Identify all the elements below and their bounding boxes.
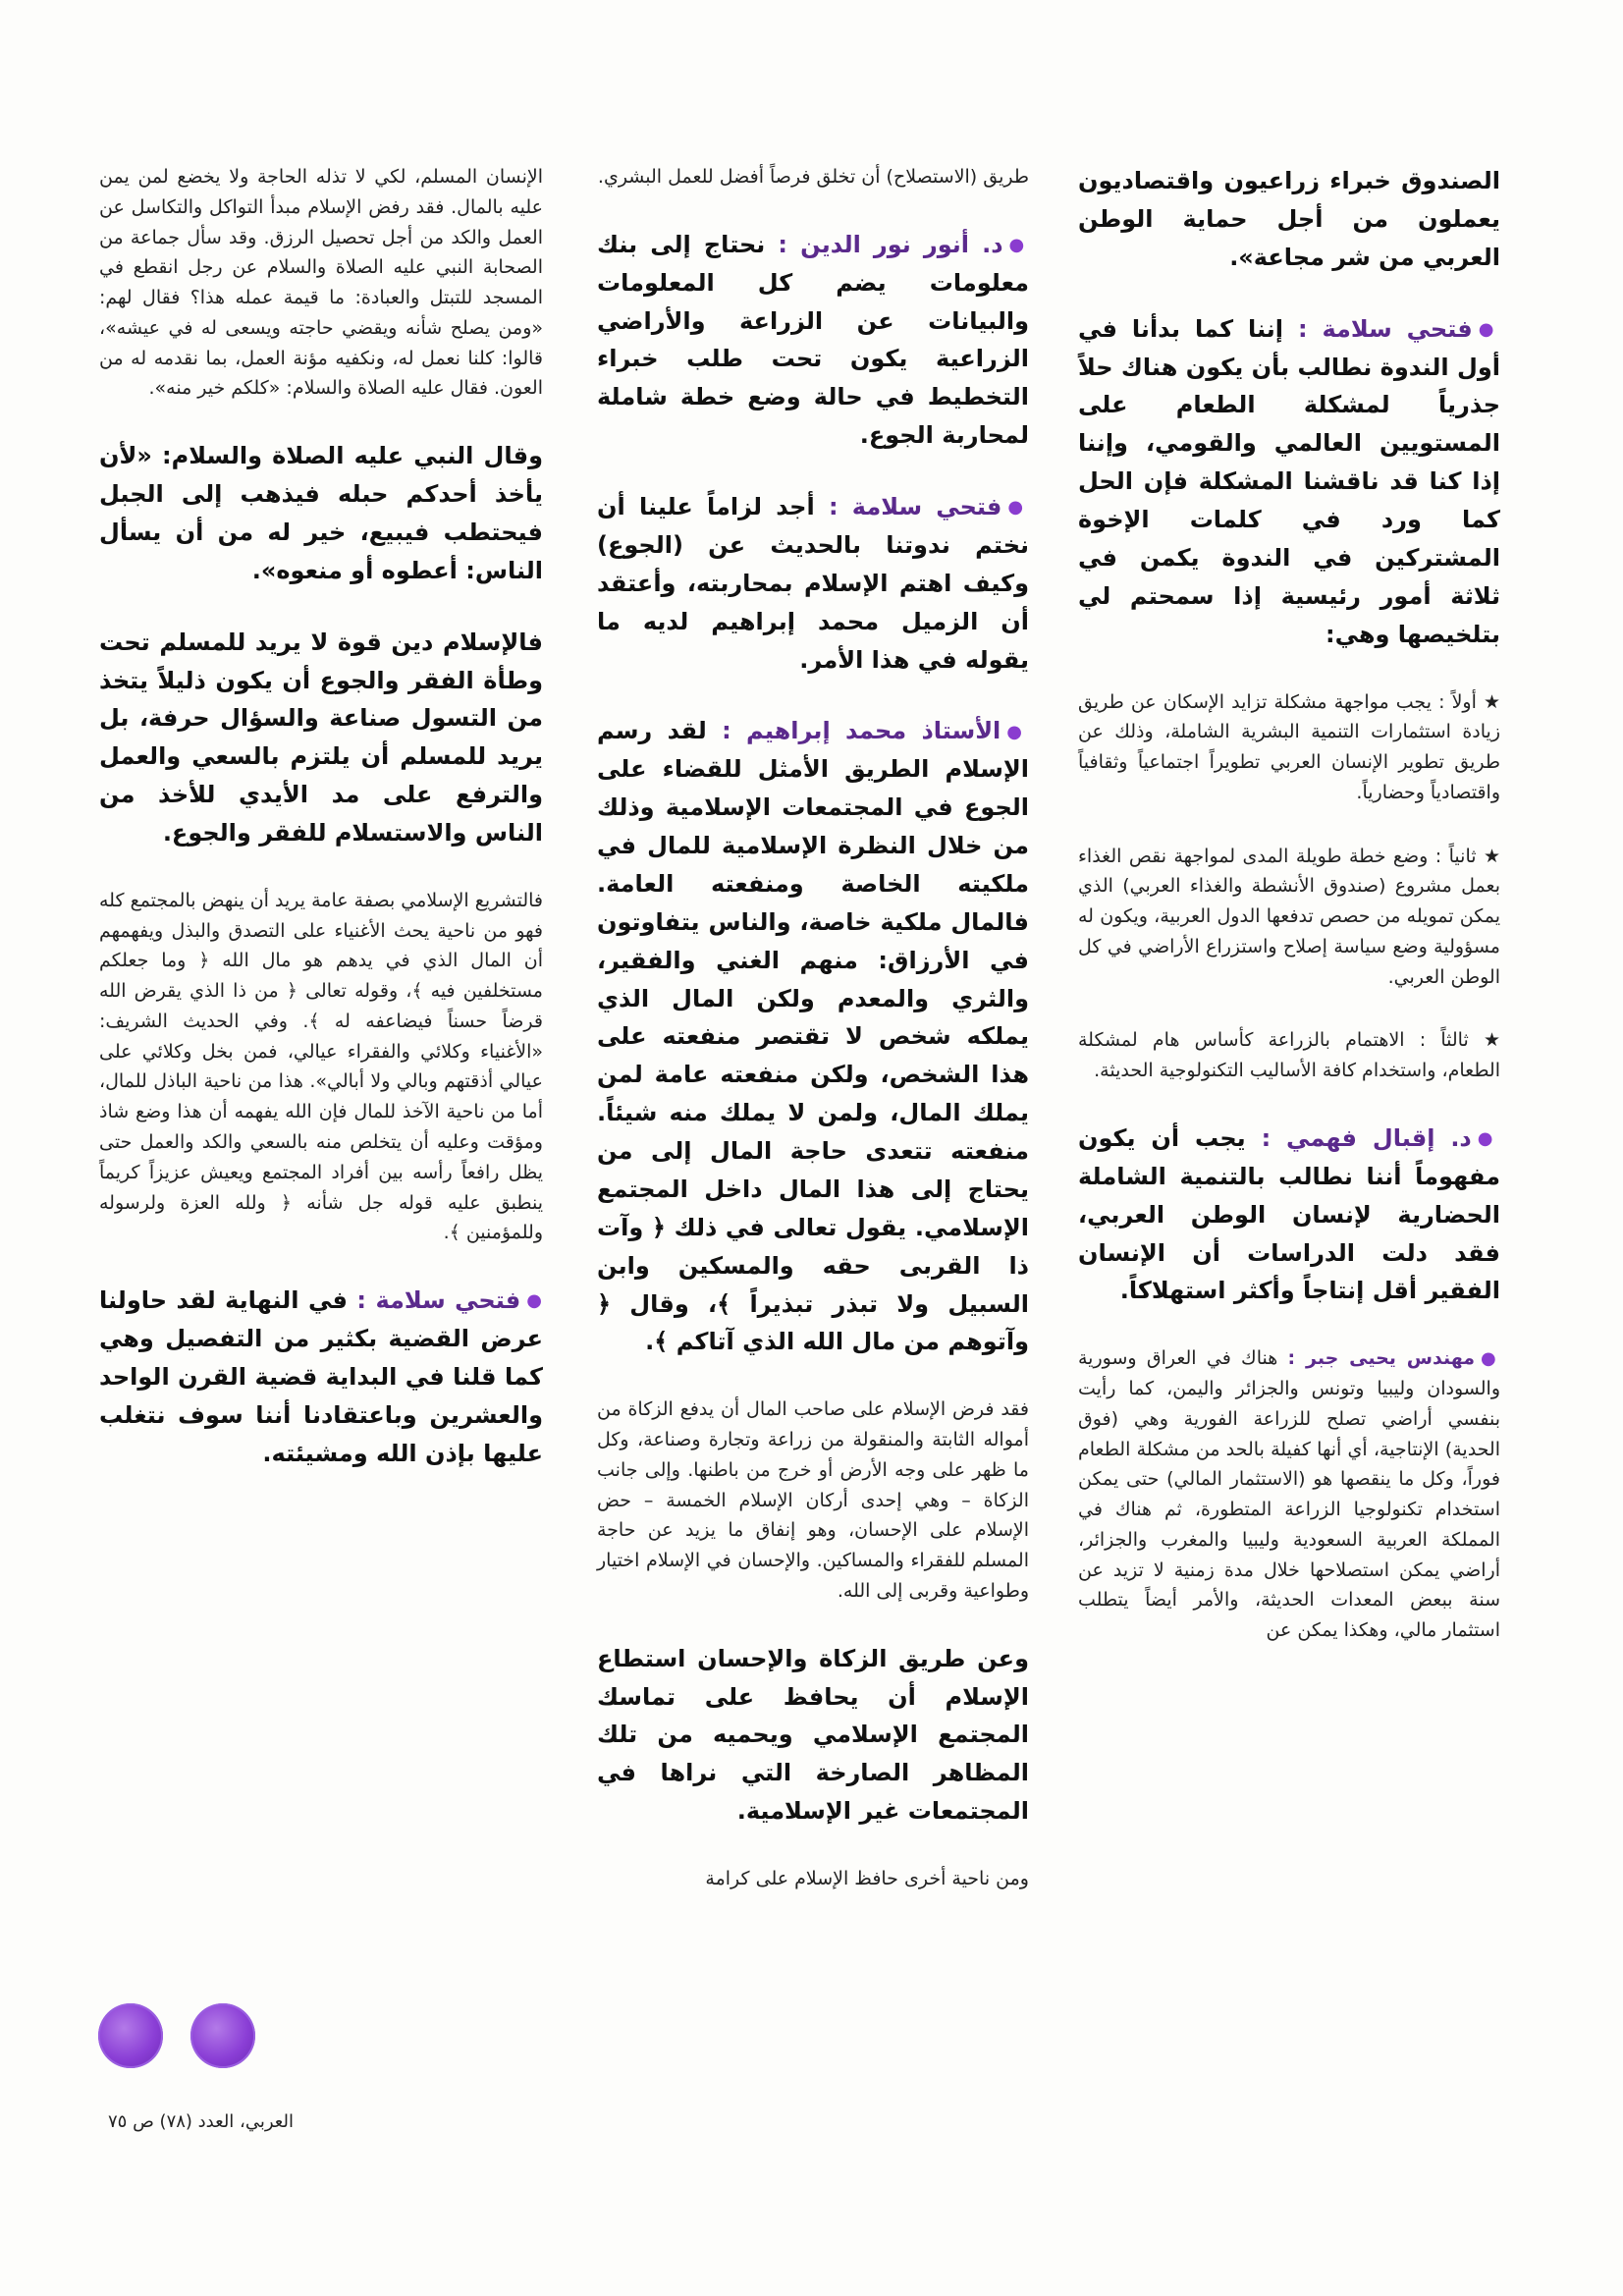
paragraph [597,488,1029,679]
column-right [1078,162,1500,1679]
purple-circle-icon [98,2003,163,2068]
paragraph [1078,1025,1500,1086]
speaker-name: ● الأستاذ محمد إبراهيم : [722,717,1029,744]
paragraph-text: الصندوق خبراء زراعيون واقتصاديون يعملون من أجل حماية الوطن العربي من شر مجاعة». [1078,167,1500,271]
paragraph-text: إننا كما بدأنا في أول الندوة نطالب بأن يكون هناك حلاً جذرياً لمشكلة الطعام على المستويين العالمي والقومي، وإننا إذا كنا قد ناقشنا المشكلة فإن الحل كما ورد في كلمات الإخوة المشتركين في الندوة يكمن في ثلاثة أمور رئيسية إذا سمحتم لي بتلخيصها وهي: [1078,314,1500,648]
paragraph-text: وعن طريق الزكاة والإحسان استطاع الإسلام أن يحافظ على تماسك المجتمع الإسلامي ويحميه من تلك المظاهر الصارخة التي نراها في المجتمعات غير الإسلامية. [597,1644,1029,1826]
paragraph-text: في النهاية لقد حاولنا عرض القضية بكثير من التفصيل وهي كما قلنا في البداية قضية القرن الواحد والعشرين وباعتقادنا أننا سوف نتغلب عليها بإذن الله ومشيئته. [99,1286,543,1467]
paragraph-text: ★ ثانياً : وضع خطة طويلة المدى لمواجهة نقص الغذاء بعمل مشروع (صندوق الأنشطة والغذاء العربي) الذي يمكن تمويله من حصص تدفعها الدول العربية، ويكون له مسؤولية وضع سياسة إصلاح واستزراع الأراضي في كل الوطن العربي. [1078,845,1500,988]
paragraph [1078,162,1500,277]
purple-circle-icon [190,2003,255,2068]
paragraph [1078,310,1500,654]
paragraph [99,624,543,852]
speaker-name: ● فتحي سلامة : [829,493,1029,520]
paragraph-text: ★ ثالثاً : الاهتمام بالزراعة كأساس هام لمشكلة الطعام، واستخدام كافة الأساليب التكنولوجية الحديثة. [1078,1029,1500,1082]
paragraph [597,226,1029,455]
paragraph-text: يجب أن يكون مفهوماً أننا نطالب بالتنمية الشاملة الحضارية لإنسان الوطن العربي، فقد دلت الدراسات أن الإنسان الفقير أقل إنتاجاً وأكثر استهلاكاً. [1078,1123,1500,1305]
paragraph [1078,687,1500,808]
paragraph [1078,842,1500,993]
speaker-name: ● د. إقبال فهمي : [1262,1124,1500,1152]
paragraph [597,712,1029,1361]
paragraph-text: ★ أولاً : يجب مواجهة مشكلة تزايد الإسكان عن طريق زيادة استثمارات التنمية البشرية الشاملة، وذلك عن طريق تطوير الإنسان العربي تطويراً اجتماعياً وثقافياً واقتصادياً وحضارياً. [1078,690,1500,803]
paragraph-text: طريق (الاستصلاح) أن تخلق فرصاً أفضل للعمل البشري. [597,166,1029,188]
speaker-name: ● د. أنور نور الدين : [778,231,1029,258]
paragraph-text: لقد رسم الإسلام الطريق الأمثل للقضاء على الجوع في المجتمعات الإسلامية وذلك من خلال النظرة الإسلامية للمال في ملكيته الخاصة ومنفعته العامة. فالمال ملكية خاصة، والناس يتفاوتون في الأرزاق: منهم الغني والفقير، والثري والمعدم ولكن المال الذي يملكه شخص لا تقتصر منفعته على هذا الشخص، ولكن منفعته عامة لمن يملك المال، ولمن لا يملك منه شيئاً. منفعته تتعدى حاجة المال إلى من يحتاج إلى هذا المال داخل المجتمع الإسلامي. يقول تعالى في ذلك ﴿ وآت ذا القربى حقه والمسكين وابن السبيل ولا تبذر تبذيراً ﴾، وقال ﴿ وآتوهم من مال الله الذي آتاكم ﴾. [597,717,1029,1356]
paragraph-text: وقال النبي عليه الصلاة والسلام: «لأن يأخذ أحدكم حبله فيذهب إلى الجبل فيحتطب فيبيع، خير له من أن يسأل الناس: أعطوه أو منعوه». [99,442,543,584]
paragraph-text: هناك في العراق وسورية والسودان وليبيا وتونس والجزائر واليمن، كما رأيت بنفسي أراضي تصلح للزراعة الفورية وهي (فوق الحدية) الإنتاجية، أي أنها كفيلة بالحد من مشكلة الطعام فوراً، وكل ما ينقصها هو (الاستثمار المالي) حتى يمكن استخدام تكنولوجيا الزراعة المتطورة، ثم هناك في المملكة العربية السعودية وليبيا والمغرب والجزائر، أراضي يمكن استصلاحها خلال مدة زمنية لا تزيد عن سنة ببعض المعدات الحديثة، والأمر أيضاً يتطلب استثمار مالي، وهكذا يمكن عن [1078,1347,1500,1642]
speaker-name: ● فتحي سلامة : [356,1286,543,1314]
speaker-name: ● مهندس يحيى جبر : [1288,1347,1500,1369]
paragraph [597,1394,1029,1606]
paragraph [99,437,543,590]
paragraph [99,886,543,1248]
paragraph-text: أجد لزاماً علينا أن نختم ندوتنا بالحديث عن (الجوع) وكيف اهتم الإسلام بمحاربته، وأعتقد أن الزميل محمد إبراهيم لديه ما يقوله في هذا الأمر. [597,493,1029,674]
decorative-circles [98,2003,255,2068]
paragraph-text: فالتشريع الإسلامي بصفة عامة يريد أن ينهض بالمجتمع كله فهو من ناحية يحث الأغنياء على التصدق والبذل ويفهمهم أن المال الذي في يدهم هو مال الله ﴿ وما جعلكم مستخلفين فيه ﴾، وقوله تعالى ﴿ من ذا الذي يقرض الله قرضاً حسناً فيضاعفه له ﴾. وفي الحديث الشريف: «الأغنياء وكلائي والفقراء عيالي، فمن بخل وكلائي على عيالي أذقتهم وبالي ولا أبالي». هذا من ناحية الباذل للمال، أما من ناحية الآخذ للمال فإن الله يفهمه أن هذا وضع شاذ ومؤقت وعليه أن يتخلص منه بالسعي والكد والعمل حتى يظل رافعاً رأسه بين أفراد المجتمع ويعيش عزيزاً كريماً ينطبق عليه قوله جل شأنه ﴿ ولله العزة ولرسوله وللمؤمنين ﴾. [99,889,543,1244]
paragraph-text: فالإسلام دين قوة لا يريد للمسلم تحت وطأة الفقر والجوع أن يكون ذليلاً يتخذ من التسول صناعة والسؤال حرفة، بل يريد للمسلم أن يلتزم بالسعي والعمل والترفع على مد الأيدي للأخذ من الناس والاستسلام للفقر والجوع. [99,628,543,847]
paragraph-text: الإنسان المسلم، لكي لا تذله الحاجة ولا يخضع لمن يمن عليه بالمال. فقد رفض الإسلام مبدأ التواكل والتكاسل عن العمل والكد من أجل تحصيل الرزق. وقد سأل جماعة من الصحابة النبي عليه الصلاة والسلام عن رجل انقطع في المسجد للتبتل والعبادة: ما قيمة عمله هذا؟ فقال لهم: «ومن يصلح شأنه ويقضي حاجته ويسعى له في عيشه»، قالوا: كلنا نعمل له، ونكفيه مؤنة العمل، بما نقدمه له من العون. فقال عليه الصلاة والسلام: «كلكم خير منه». [99,166,543,400]
paragraph [99,162,543,404]
paragraph-text: نحتاج إلى بنك معلومات يضم كل المعلومات والبيانات عن الزراعة والأراضي الزراعية يكون تحت طلب خبراء التخطيط في حالة وضع خطة شاملة لمحاربة الجوع. [597,230,1029,450]
paragraph [1078,1120,1500,1310]
paragraph-text: ومن ناحية أخرى حافظ الإسلام على كرامة [705,1868,1029,1889]
paragraph [597,1864,1029,1894]
column-middle [597,162,1029,1928]
paragraph-text: فقد فرض الإسلام على صاحب المال أن يدفع الزكاة من أمواله الثابتة والمنقولة من زراعة وتجارة وصناعة، وكل ما ظهر على وجه الأرض أو خرج من باطنها. وإلى جانب الزكاة – وهي إحدى أركان الإسلام الخمسة – حض الإسلام على الإحسان، وهو إنفاق ما يزيد عن حاجة المسلم للفقراء والمساكين. والإحسان في الإسلام اختيار وطواعية وقربى إلى الله. [597,1398,1029,1602]
speaker-name: ● فتحي سلامة : [1298,315,1500,343]
paragraph [597,1640,1029,1831]
paragraph [99,1282,543,1472]
column-left [99,162,543,1505]
page-footer: العربي، العدد (٧٨) ص ٧٥ [108,2111,294,2132]
paragraph [1078,1343,1500,1646]
paragraph [597,162,1029,192]
